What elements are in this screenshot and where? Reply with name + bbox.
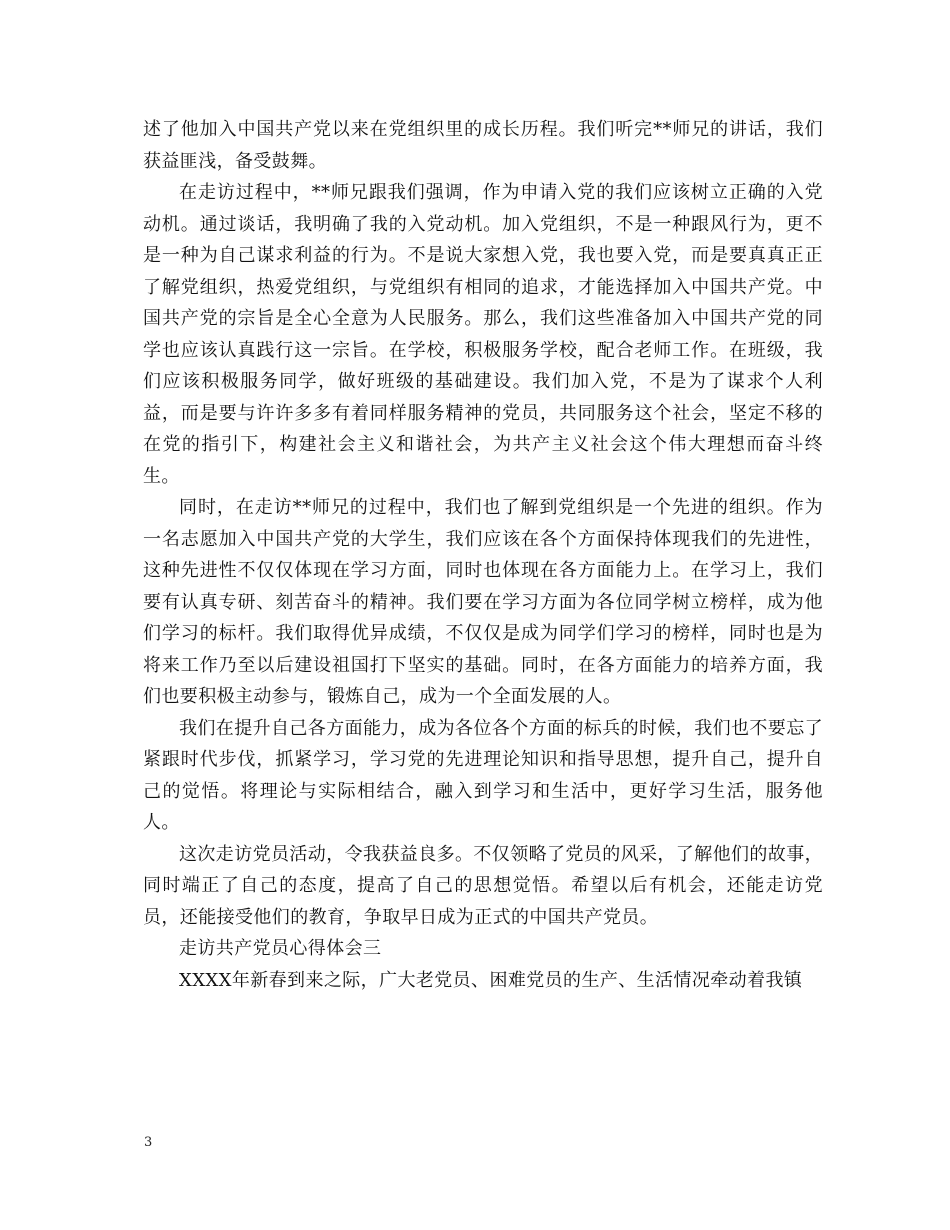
page-number: 3 (144, 1135, 153, 1150)
paragraph-4: 我们在提升自己各方面能力，成为各位各个方面的标兵的时候，我们也不要忘了紧跟时代步伐，抓紧学习，学习党的先进理论知识和指导思想，提升自己，提升自己的觉悟。将理论与实际相结合，融入到学习和生活中，更好学习生活，服务他人。 (143, 717, 823, 833)
paragraph-1: 述了他加入中国共产党以来在党组织里的成长历程。我们听完**师兄的讲话，我们获益匪浅，备受鼓舞。 (143, 119, 823, 172)
paragraph-6: XXXX年新春到来之际，广大老党员、困难党员的生产、生活情况牵动着我镇 (179, 969, 803, 991)
section-heading: 走访共产党员心得体会三 (179, 938, 382, 959)
paragraph-2: 在走访过程中，**师兄跟我们强调，作为申请入党的我们应该树立正确的入党动机。通过谈话，我明确了我的入党动机。加入党组织，不是一种跟风行为，更不是一种为自己谋求利益的行为。不是说大家想入党，我也要入党，而是要真真正正了解党组织，热爱党组织，与党组织有相同的追求，才能选择加入中国共产党。中国共产党的宗旨是全心全意为人民服务。那么，我们这些准备加入中国共产党的同学也应该认真践行这一宗旨。在学校，积极服务学校，配合老师工作。在班级，我们应该积极服务同学，做好班级的基础建设。我们加入党，不是为了谋求个人利益，而是要与许许多多有着同样服务精神的党员，共同服务这个社会，坚定不移的在党的指引下，构建社会主义和谐社会，为共产主义社会这个伟大理想而奋斗终生。 (143, 182, 823, 487)
paragraph-3: 同时，在走访**师兄的过程中，我们也了解到党组织是一个先进的组织。作为一名志愿加入中国共产党的大学生，我们应该在各个方面保持体现我们的先进性，这种先进性不仅仅体现在学习方面，同时也体现在各方面能力上。在学习上，我们要有认真专研、刻苦奋斗的精神。我们要在学习方面为各位同学树立榜样，成为他们学习的标杆。我们取得优异成绩，不仅仅是成为同学们学习的榜样，同时也是为将来工作乃至以后建设祖国打下坚实的基础。同时，在各方面能力的培养方面，我们也要积极主动参与，锻炼自己，成为一个全面发展的人。 (143, 497, 823, 707)
paragraph-5: 这次走访党员活动，令我获益良多。不仅领略了党员的风采，了解他们的故事，同时端正了自己的态度，提高了自己的思想觉悟。希望以后有机会，还能走访党员，还能接受他们的教育，争取早日成为正式的中国共产党员。 (143, 843, 823, 928)
document-body (143, 114, 823, 996)
